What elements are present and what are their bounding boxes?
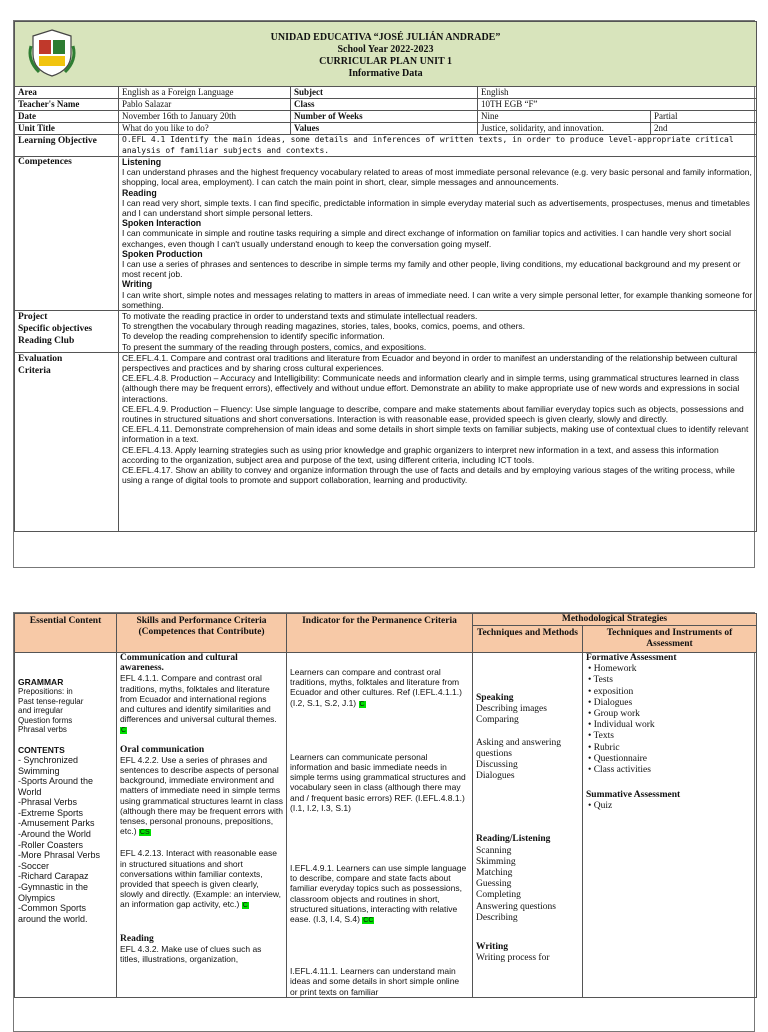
technique-item: Describing	[476, 912, 518, 923]
partial-number: 2nd	[651, 123, 757, 135]
writing-heading: Writing	[476, 942, 509, 953]
weeks-value: Nine	[478, 111, 651, 123]
formative-item: • Homework	[588, 664, 753, 675]
project-line: To develop the reading comprehension to identify specific information.	[122, 331, 385, 342]
date-value: November 16th to January 20th	[119, 111, 291, 123]
values-label: Values	[291, 123, 478, 135]
skill-heading: Communication and cultural awareness.	[120, 653, 238, 674]
evaluation-cell	[119, 352, 757, 531]
summative-heading: Summative Assessment	[586, 790, 681, 801]
criterion: CE.EFL.4.8. Production – Accuracy and Intelligibility: Communicate needs and information clearly and in simple terms, using grammatical structures learned in class (although there may be frequent errors), effectively and without undue effort. Demonstrate an ability to make appropriate use of new words and expressions in social interactions.	[122, 373, 740, 404]
speaking-heading: Speaking	[476, 693, 514, 703]
grammar-item: Past tense-regular	[18, 696, 84, 706]
project-cell	[119, 311, 757, 353]
project-line: To motivate the reading practice in order to understand texts and stimulate intellectual readers.	[122, 311, 478, 322]
area-value: English as a Foreign Language	[119, 87, 291, 99]
content-item: -Common Sports around the world.	[18, 903, 88, 924]
formative-item: • Tests	[588, 675, 753, 686]
content-item: -Gymnastic in the Olympics	[18, 882, 89, 903]
indicator-tag: C	[359, 700, 365, 708]
teacher-value: Pablo Salazar	[119, 99, 291, 111]
content-item: -Extreme Sports	[18, 807, 84, 818]
content-item: -Around the World	[18, 829, 91, 840]
technique-item: Discussing	[476, 760, 518, 771]
skill-tag: CS	[139, 829, 150, 837]
col-skills: Skills and Performance Criteria (Competences that Contribute)	[117, 614, 287, 653]
writing-text: I can write short, simple notes and messages relating to matters in areas of immediate need. I can write a very simple personal letter, for example thanking someone for something.	[122, 289, 753, 310]
evaluation-label	[15, 352, 119, 531]
content-item: -Phrasal Verbs	[18, 797, 78, 808]
content-item: -More Phrasal Verbs	[18, 850, 101, 861]
col-methodological: Methodological Strategies	[473, 614, 757, 626]
criterion: CE.EFL.4.1. Compare and contrast oral traditions and literature from Ecuador and beyond in order to manifest an understanding of the relationship between cultural perspectives and practices and by sharing cross cultural experiences.	[122, 352, 738, 374]
technique-item: Dialogues	[476, 771, 515, 782]
project-label-1: Project	[18, 312, 48, 323]
content-item: -Sports Around the World	[18, 776, 94, 797]
class-value: 10TH EGB “F”	[478, 99, 757, 111]
grammar-item: Prepositions: in	[18, 687, 73, 697]
school-seal-logo	[25, 26, 79, 80]
formative-item: • Dialogues	[588, 698, 753, 709]
evaluation-label-2: Criteria	[18, 365, 51, 376]
skill-tag: C	[121, 727, 127, 735]
project-label	[15, 311, 119, 353]
grammar-item: Phrasal verbs	[18, 725, 67, 735]
writing-heading: Writing	[122, 279, 153, 290]
values-value: Justice, solidarity, and innovation.	[478, 123, 651, 135]
reading-text: I can read very short, simple texts. I can find specific, predictable information in simple everyday material such as advertisements, prospectuses, menus and timetables and I can understand short simple personal letters.	[122, 197, 750, 219]
teacher-label: Teacher's Name	[15, 99, 119, 111]
subject-value: English	[478, 87, 757, 99]
interaction-heading: Spoken Interaction	[122, 218, 202, 229]
criterion: CE.EFL.4.11. Demonstrate comprehension of main ideas and some details in short simple texts on familiar subjects, making use of contextual clues to identify relevant information in a text.	[122, 424, 749, 445]
skill-text: EFL 4.1.1. Compare and contrast oral traditions, myths, folktales and literature from Ecuador and international regions and cultures and identify similarities and differences and universal cultural themes.	[120, 673, 277, 725]
col-instruments: Techniques and Instruments of Assessment	[583, 626, 757, 653]
indicator-text: Learners can communicate personal information and basic immediate needs in simple terms using grammatical structures and vocabulary seen in class (although there may and / frequent basic errors) REF. (I.EFL.4.8.1.) (I.1, I.2, I.3, S.1)	[290, 751, 466, 813]
formative-item: • Individual work	[588, 720, 753, 731]
unit-label: Unit Title	[15, 123, 119, 135]
grammar-heading: GRAMMAR	[18, 677, 64, 687]
reading-listening-heading: Reading/Listening	[476, 834, 551, 845]
project-label-2: Specific objectives	[18, 324, 93, 335]
col-essential-content: Essential Content	[15, 614, 117, 653]
skill-heading: Oral communication	[120, 744, 205, 755]
indicator-text: I.EFL.4.11.1. Learners can understand main ideas and some details in short simple online or print texts on familiar	[290, 966, 460, 997]
competences-cell	[119, 157, 757, 311]
content-item: -Amusement Parks	[18, 818, 95, 829]
indicator-text: I.EFL.4.9.1. Learners can use simple language to describe, compare and state facts about familiar everyday topics such as possessions, classroom objects and routines in short, structured situations, interacting with relative ease. (I.3, I.4, S.4)	[290, 863, 467, 925]
content-item: - Synchronized Swimming	[18, 754, 79, 776]
skill-tag: C	[242, 902, 248, 910]
production-text: I can use a series of phrases and sentences to describe in simple terms my family and other people, living conditions, my educational background and my present or most recent job.	[122, 259, 741, 280]
objective-label: Learning Objective	[15, 135, 119, 157]
indicator-tag: CC	[363, 917, 374, 925]
area-label: Area	[15, 87, 119, 99]
grammar-item: Question forms	[18, 715, 73, 725]
technique-item: Comparing	[476, 715, 519, 726]
date-label: Date	[15, 111, 119, 123]
indicator-cell	[287, 653, 473, 998]
interaction-text: I can communicate in simple and routine tasks requiring a simple and direct exchange of information on familiar topics and activities. I can handle very short social exchanges, even though I can't usually understand enough to keep the conversation going myself.	[122, 228, 731, 249]
unit-value: What do you like to do?	[119, 123, 291, 135]
criterion: CE.EFL.4.9. Production – Fluency: Use simple language to describe, compare and make statements about familiar everyday topics such as objects, possessions and routines in structured situations and short conversations. Interaction is with reasonable ease, provided speech is given clearly, slowly and directly.	[122, 403, 744, 425]
criterion: CE.EFL.4.13. Apply learning strategies such as using prior knowledge and graphic organizers to interpret new information in a text, and assess this information according to the organization, subject area and purpose of the text, using different criteria, including ICT tools.	[122, 444, 719, 465]
criterion: CE.EFL.4.17. Show an ability to convey and organize information through the use of facts and details and by employing various stages of the writing process, while using a range of digital tools to promote and support collaboration, learning and productivity.	[122, 465, 735, 486]
content-cell	[15, 653, 117, 998]
school-year: School Year 2022-2023	[337, 44, 434, 55]
formative-item: • Rubric	[588, 743, 753, 754]
plan-page-2	[13, 612, 755, 1032]
project-line: To present the summary of the reading through posters, comics, and expositions.	[122, 341, 427, 352]
info-title: Informative Data	[348, 68, 423, 79]
summative-item: • Quiz	[588, 801, 753, 812]
formative-item: • Texts	[588, 731, 753, 742]
school-header	[15, 22, 757, 87]
technique-item: Skimming	[476, 856, 516, 867]
col-techniques: Techniques and Methods	[473, 626, 583, 653]
skill-text: EFL 4.3.2. Make use of clues such as titles, illustrations, organization,	[120, 943, 262, 965]
technique-item: Scanning	[476, 845, 512, 856]
technique-item: Asking and answering questions	[476, 737, 561, 759]
formative-item: • Group work	[588, 709, 753, 720]
formative-item: • Questionnaire	[588, 754, 753, 765]
reading-heading: Reading	[122, 187, 157, 198]
plan-title: CURRICULAR PLAN UNIT 1	[319, 56, 452, 67]
partial-label: Partial	[651, 111, 757, 123]
technique-item: Answering questions	[476, 901, 556, 912]
subject-label: Subject	[291, 87, 478, 99]
formative-item: • Class activities	[588, 765, 753, 776]
content-item: -Soccer	[18, 860, 50, 871]
project-label-3: Reading Club	[18, 336, 75, 347]
grammar-item: and irregular	[18, 706, 63, 716]
formative-item: • exposition	[588, 687, 753, 698]
listening-text: I can understand phrases and the highest frequency vocabulary related to areas of most immediate personal relevance (e.g. very basic personal and family information, shopping, local area, employment). I can catch the main point in short, clear, simple messages and announcements.	[122, 167, 752, 188]
evaluation-label-1: Evaluation	[18, 353, 63, 364]
techniques-cell	[473, 653, 583, 998]
skills-cell	[117, 653, 287, 998]
skill-heading: Reading	[120, 933, 154, 944]
indicator-text: Learners can compare and contrast oral traditions, myths, folktales and literature from Ecuador and other cultures. Ref (I.EFL.4.1.1.) (I.2, S.1, S.2, J.1)	[290, 667, 462, 708]
project-line: To strengthen the vocabulary through reading magazines, stories, tales, books, comics, poems, and others.	[122, 321, 526, 332]
skill-text: EFL 4.2.2. Use a series of phrases and sentences to describe aspects of personal background, immediate environment and matters of immediate need in simple terms using grammatical structures learnt in class (although there may be frequent errors with tenses, personal pronouns, prepositions, etc.)	[120, 754, 284, 837]
objective-text: O.EFL 4.1 Identify the main ideas, some details and inferences of written texts, in order to produce level-appropriate critical analysis of familiar subjects and contexts.	[119, 135, 757, 157]
competences-label: Competences	[15, 157, 119, 311]
technique-item: Completing	[476, 890, 521, 901]
listening-heading: Listening	[122, 157, 162, 167]
skill-text: EFL 4.2.13. Interact with reasonable ease in structured situations and short conversations within familiar contexts, provided that speech is given clearly, slowly and directly. (Example: an interview, an information gap activity, etc.)	[120, 848, 281, 910]
technique-item: Writing process for	[476, 953, 550, 964]
technique-item: Guessing	[476, 879, 512, 890]
col-indicator: Indicator for the Permanence Criteria	[287, 614, 473, 653]
instruments-cell	[583, 653, 757, 998]
class-label: Class	[291, 99, 478, 111]
school-name: UNIDAD EDUCATIVA “JOSÉ JULIÁN ANDRADE”	[270, 32, 501, 43]
formative-heading: Formative Assessment	[586, 653, 677, 663]
plan-page-1	[13, 20, 755, 568]
content-item: -Roller Coasters	[18, 839, 84, 850]
technique-item: Describing images	[476, 704, 547, 715]
content-item: -Richard Carapaz	[18, 871, 89, 882]
production-heading: Spoken Production	[122, 248, 203, 259]
weeks-label: Number of Weeks	[291, 111, 478, 123]
technique-item: Matching	[476, 868, 513, 879]
contents-heading: CONTENTS	[18, 744, 65, 755]
